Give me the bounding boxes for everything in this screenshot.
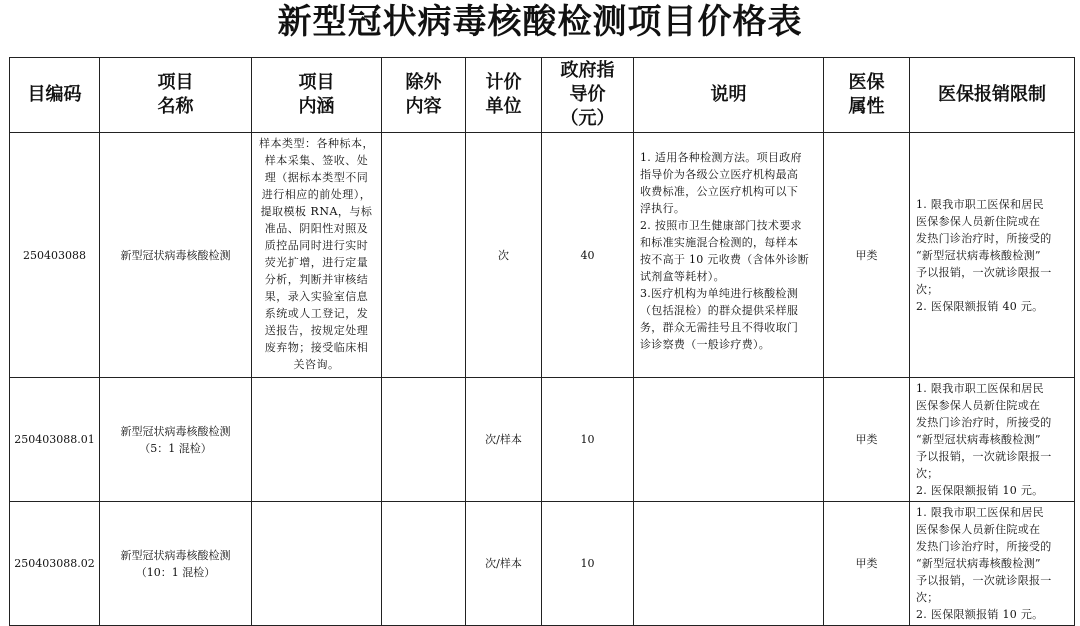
text-line: 试剂盒等耗材）。 — [640, 270, 725, 283]
cell-content — [252, 502, 382, 626]
text-line: 关咨询。 — [293, 358, 340, 371]
header-price: 政府指 导价 （元） — [542, 58, 634, 133]
cell-name: 新型冠状病毒核酸检测 （5：1 混检） — [100, 378, 252, 502]
text-line: 1. 适用各种检测方法。项目政府 — [640, 151, 802, 164]
table-row — [10, 133, 1075, 378]
cell-name: 新型冠状病毒核酸检测 — [100, 133, 252, 378]
table-row — [10, 502, 1075, 626]
header-limit: 医保报销限制 — [910, 58, 1075, 133]
header-row — [10, 58, 1075, 133]
text-line: 样本采集、签收、处 — [264, 154, 369, 167]
text-line: 发热门诊治疗时，所接受的 — [916, 416, 1052, 429]
cell-notes — [634, 133, 824, 378]
cell-unit: 次/样本 — [466, 502, 542, 626]
text-line: 提取模板 RNA，与标 — [260, 205, 373, 218]
cell-price: 40 — [542, 133, 634, 378]
text-line: 1. 限我市职工医保和居民 — [916, 506, 1044, 519]
text-line: 质控品同时进行实时 — [264, 239, 369, 252]
text-line: 进行相应的前处理）， — [261, 188, 372, 201]
text-line: 2. 医保限额报销 10 元。 — [916, 484, 1044, 497]
text-line: 医保参保人员新住院或在 — [916, 214, 1041, 228]
cell-excluded — [382, 378, 466, 502]
text-line: “新型冠状病毒核酸检测” — [916, 557, 1041, 570]
text-line: 果，录入实验室信息 — [264, 290, 369, 303]
text-line: 次； — [916, 591, 939, 604]
text-line: 和标准实施混合检测的，每样本 — [640, 236, 799, 249]
cell-insurance: 甲类 — [824, 502, 910, 626]
cell-limit — [910, 133, 1075, 378]
cell-price: 10 — [542, 502, 634, 626]
text-line: 务，群众无需挂号且不得收取门 — [640, 321, 799, 334]
text-line: 2. 医保限额报销 10 元。 — [916, 608, 1044, 621]
header-notes: 说明 — [634, 58, 824, 133]
text-line: 予以报销，一次就诊限报一 — [916, 450, 1052, 463]
text-line: 医保参保人员新住院或在 — [916, 399, 1041, 412]
cell-unit: 次 — [466, 133, 542, 378]
cell-limit — [910, 502, 1075, 626]
text-line: 发热门诊治疗时，所接受的 — [916, 540, 1052, 553]
text-line: 1. 限我市职工医保和居民 — [916, 197, 1044, 211]
text-line: 按不高于 10 元收费（含体外诊断 — [640, 253, 810, 266]
cell-code: 250403088.02 — [10, 502, 100, 626]
cell-name: 新型冠状病毒核酸检测 （10：1 混检） — [100, 502, 252, 626]
cell-code: 250403088.01 — [10, 378, 100, 502]
text-line: 3.医疗机构为单纯进行核酸检测 — [640, 287, 798, 300]
cell-limit — [910, 378, 1075, 502]
text-line: “新型冠状病毒核酸检测” — [916, 433, 1041, 446]
price-table — [9, 57, 1075, 626]
text-line: 予以报销，一次就诊限报一 — [916, 574, 1052, 587]
cell-notes — [634, 378, 824, 502]
text-line: 废弃物；接受临床相 — [264, 341, 369, 354]
text-line: 次； — [916, 467, 939, 480]
text-line: 理（据标本类型不同 — [264, 171, 369, 184]
header-content: 项目 内涵 — [252, 58, 382, 133]
text-line: 发热门诊治疗时，所接受的 — [916, 231, 1052, 245]
cell-unit: 次/样本 — [466, 378, 542, 502]
table-row — [10, 378, 1075, 502]
cell-notes — [634, 502, 824, 626]
header-name: 项目 名称 — [100, 58, 252, 133]
cell-excluded — [382, 502, 466, 626]
cell-code: 250403088 — [10, 133, 100, 378]
header-insurance: 医保 属性 — [824, 58, 910, 133]
text-line: 分析，判断并审核结 — [264, 273, 369, 286]
page-title: 新型冠状病毒核酸检测项目价格表 — [277, 2, 803, 42]
text-line: 准品、阴阳性对照及 — [264, 222, 369, 235]
text-line: 诊诊察费（一般诊疗费）。 — [640, 338, 771, 351]
text-line: 1. 限我市职工医保和居民 — [916, 382, 1044, 395]
header-code: 目编码 — [10, 58, 100, 133]
text-line: 样本类型：各种标本， — [259, 137, 374, 150]
text-line: 荧光扩增，进行定量 — [264, 256, 369, 269]
text-line: 2. 医保限额报销 40 元。 — [916, 299, 1044, 313]
cell-content — [252, 133, 382, 378]
cell-content — [252, 378, 382, 502]
text-line: （包括混检）的群众提供采样服 — [640, 304, 799, 317]
text-line: 系统或人工登记，发 — [264, 307, 369, 320]
cell-price: 10 — [542, 378, 634, 502]
text-line: 2. 按照市卫生健康部门技术要求 — [640, 219, 802, 232]
text-line: 予以报销，一次就诊限报一 — [916, 265, 1052, 279]
cell-excluded — [382, 133, 466, 378]
text-line: 医保参保人员新住院或在 — [916, 523, 1041, 536]
text-line: 指导价为各级公立医疗机构最高 — [640, 168, 799, 181]
text-line: 送报告，按规定处理 — [264, 324, 369, 337]
text-line: “新型冠状病毒核酸检测” — [916, 248, 1041, 262]
text-line: 次； — [916, 282, 939, 296]
text-line: 收费标准，公立医疗机构可以下 — [640, 185, 799, 198]
header-unit: 计价 单位 — [466, 58, 542, 133]
cell-insurance: 甲类 — [824, 378, 910, 502]
header-excluded: 除外 内容 — [382, 58, 466, 133]
text-line: 浮执行。 — [640, 202, 686, 215]
cell-insurance: 甲类 — [824, 133, 910, 378]
